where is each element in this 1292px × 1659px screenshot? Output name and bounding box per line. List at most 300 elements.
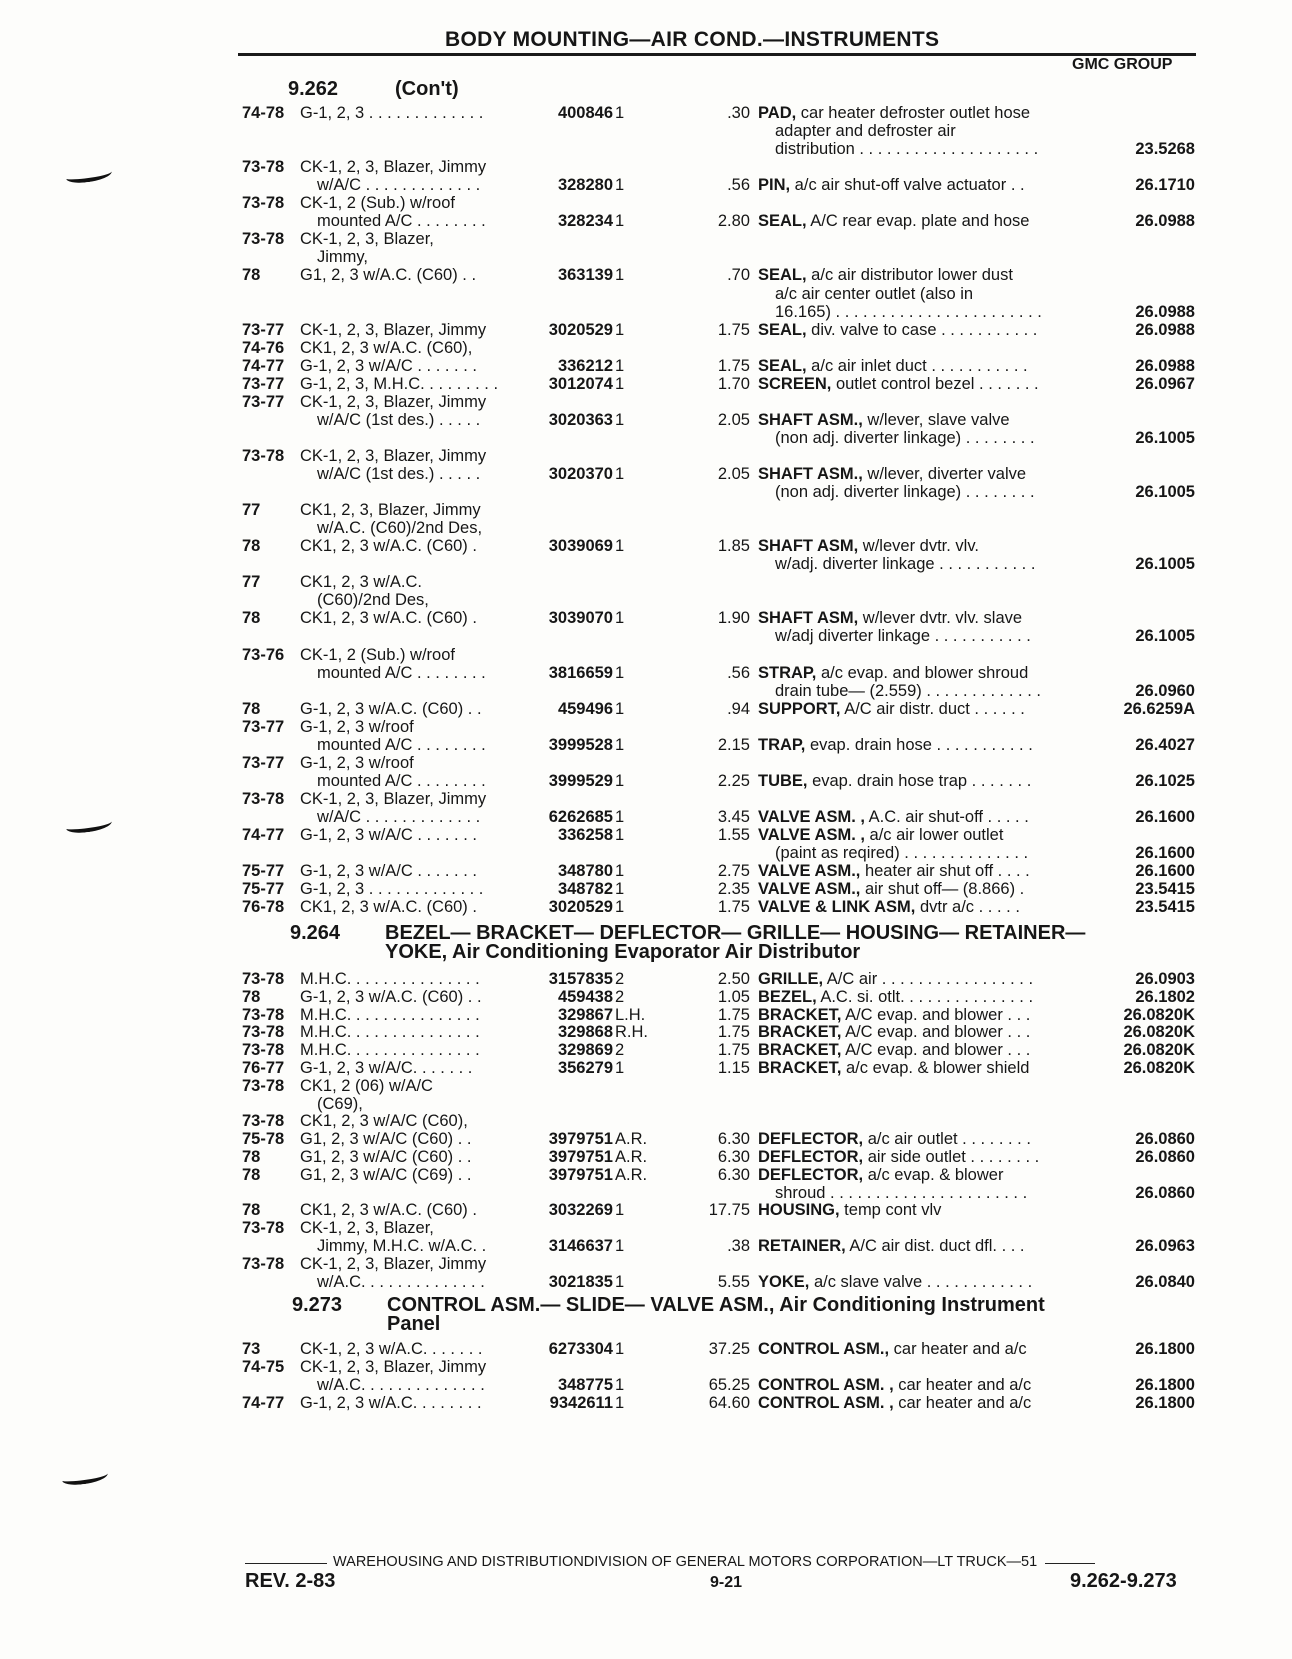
description-text: A.C. si. otlt. . . . . . . . . . . . . . .	[816, 987, 1034, 1006]
description-keyword: SHAFT ASM,	[758, 537, 859, 556]
application: mounted A/C . . . . . . . .	[317, 212, 486, 231]
price: 17.75	[708, 1201, 750, 1220]
model-years: 73-78	[242, 970, 285, 988]
description-text: w/lever, diverter valve	[862, 465, 1027, 483]
model-years: 78	[242, 1148, 261, 1166]
quantity: 1	[615, 1394, 625, 1412]
group-number: 26.1005	[1135, 483, 1195, 502]
group-number: 23.5268	[1135, 140, 1195, 159]
application: CK-1, 2, 3, Blazer, Jimmy	[300, 1358, 487, 1376]
description	[758, 1006, 1030, 1025]
group-number: 26.0967	[1135, 374, 1195, 393]
application: M.H.C. . . . . . . . . . . . . . .	[300, 1041, 480, 1060]
quantity: 1	[615, 735, 625, 754]
quantity: 1	[615, 266, 625, 285]
description-text: div. valve to case . . . . . . . . . . .	[806, 320, 1038, 339]
application: mounted A/C . . . . . . . .	[317, 663, 486, 682]
application: CK1, 2, 3 w/A.C.	[300, 573, 422, 592]
model-years: 73-77	[242, 320, 285, 339]
description-keyword: BRACKET,	[758, 1023, 842, 1042]
description	[775, 1184, 1027, 1203]
application: w/A.C. . . . . . . . . . . . . .	[317, 1272, 485, 1291]
part-number: 3979751	[548, 1130, 613, 1149]
group-number: 26.1800	[1135, 1376, 1195, 1394]
section-title: (Con't)	[395, 78, 459, 100]
quantity: 1	[615, 663, 625, 682]
group-number: 26.1005	[1135, 555, 1195, 574]
description	[758, 266, 1013, 285]
group-number: 26.0840	[1135, 1272, 1195, 1291]
description-keyword: DEFLECTOR,	[758, 1130, 864, 1149]
application: CK1, 2, 3 w/A.C. (C60) .	[300, 1201, 477, 1220]
application: CK-1, 2, 3, Blazer, Jimmy	[300, 320, 487, 339]
price: 2.35	[717, 880, 750, 899]
footer-publisher	[245, 1554, 1195, 1570]
description-text: heater air shut off . . . .	[860, 862, 1030, 881]
description-keyword: HOUSING,	[758, 1201, 840, 1220]
description	[775, 627, 1031, 646]
application: Jimmy, M.H.C. w/A.C. .	[317, 1237, 487, 1255]
footer-page-number: 9-21	[710, 1574, 743, 1591]
description	[758, 1130, 1031, 1149]
price: 1.70	[717, 374, 750, 393]
quantity: 1	[615, 104, 625, 122]
description	[758, 736, 1033, 755]
description-keyword: CONTROL ASM. ,	[758, 1376, 894, 1394]
description-text: drain tube— (2.559) . . . . . . . . . . . . .	[775, 681, 1041, 700]
description	[758, 898, 1020, 917]
group-number: 26.0988	[1135, 356, 1195, 375]
description-keyword: BEZEL,	[758, 987, 817, 1006]
price: 1.75	[717, 320, 750, 339]
quantity: 1	[615, 609, 625, 628]
description	[758, 321, 1037, 340]
binder-mark-top	[65, 166, 112, 185]
description	[758, 375, 1039, 394]
price: 1.05	[717, 987, 750, 1006]
description-keyword: SEAL,	[758, 320, 807, 339]
application: M.H.C. . . . . . . . . . . . . . .	[300, 1023, 480, 1042]
model-years: 73-78	[242, 158, 285, 177]
part-number: 328280	[557, 176, 613, 195]
part-number: 3020363	[548, 410, 613, 429]
description-text: air shut off— (8.866) .	[860, 880, 1025, 899]
price: 2.75	[717, 862, 750, 881]
description-keyword: GRILLE,	[758, 970, 824, 988]
part-number: 3039070	[548, 609, 613, 628]
application: w/A.C. (C60)/2nd Des,	[317, 519, 483, 538]
model-years: 77	[242, 501, 261, 520]
price: 6.30	[717, 1148, 750, 1166]
price: 1.90	[717, 609, 750, 628]
quantity: 1	[615, 1059, 625, 1077]
part-number: 400846	[557, 104, 613, 122]
description-text: evap. drain hose . . . . . . . . . . .	[805, 735, 1033, 754]
description	[758, 772, 1031, 791]
description-keyword: DEFLECTOR,	[758, 1165, 864, 1184]
description	[758, 537, 979, 556]
description	[758, 465, 1026, 484]
group-number: 26.1600	[1135, 807, 1195, 826]
footer-publisher-text: WAREHOUSING AND DISTRIBUTIONDIVISION OF GENERAL MOTORS CORPORATION—LT TRUCK—51	[333, 1554, 1038, 1570]
application: G-1, 2, 3 w/A/C. . . . . . .	[300, 1059, 473, 1077]
group-number: 26.0960	[1135, 681, 1195, 700]
part-number: 348782	[557, 880, 613, 899]
description-text: shroud . . . . . . . . . . . . . . . . . . . . . .	[775, 1183, 1028, 1202]
description-keyword: VALVE & LINK ASM,	[758, 898, 916, 917]
description-text: a/c air outlet . . . . . . . .	[863, 1130, 1031, 1149]
application: G-1, 2, 3 w/A/C . . . . . . .	[300, 862, 477, 881]
section-number: 9.262	[288, 78, 339, 100]
description	[758, 176, 1025, 195]
part-number: 3816659	[548, 663, 613, 682]
price: .56	[727, 176, 750, 195]
quantity: 1	[615, 880, 625, 899]
application: CK-1, 2 (Sub.) w/roof	[300, 194, 455, 213]
description-text: w/lever dvtr. vlv.	[858, 537, 979, 556]
price: 2.05	[717, 410, 750, 429]
model-years: 75-77	[242, 862, 285, 881]
description	[758, 826, 1003, 845]
quantity: A.R.	[615, 1165, 648, 1184]
part-number: 336258	[557, 826, 613, 844]
model-years: 74-75	[242, 1358, 285, 1376]
application: G-1, 2, 3 w/A.C. (C60) . .	[300, 699, 482, 718]
price: 3.45	[717, 807, 750, 826]
model-years: 75-78	[242, 1130, 285, 1149]
part-number: 3020529	[548, 898, 613, 917]
description-text: a/c evap. & blower	[863, 1165, 1004, 1184]
description-text: evap. drain hose trap . . . . . . .	[807, 771, 1032, 790]
application: CK1, 2, 3 w/A/C (C60),	[300, 1112, 468, 1131]
application: CK1, 2, 3 w/A.C. (C60) .	[300, 609, 477, 628]
footer-revision: REV. 2-83	[245, 1570, 336, 1592]
application: CK-1, 2, 3, Blazer,	[300, 230, 434, 249]
model-years: 74-76	[242, 338, 285, 357]
description-text: A.C. air shut-off . . . . .	[864, 807, 1029, 826]
group-number: 26.0988	[1135, 212, 1195, 231]
model-years: 78	[242, 1201, 261, 1220]
section-title: Panel	[387, 1313, 441, 1335]
application: G-1, 2, 3 . . . . . . . . . . . . .	[300, 104, 484, 122]
description	[758, 609, 1022, 628]
model-years: 76-78	[242, 898, 285, 917]
price: .94	[727, 699, 750, 718]
application: G-1, 2, 3 w/A/C . . . . . . .	[300, 356, 477, 375]
application: CK1, 2, 3 w/A.C. (C60),	[300, 338, 473, 357]
description-keyword: BRACKET,	[758, 1005, 842, 1024]
quantity: R.H.	[615, 1023, 648, 1042]
price: .56	[727, 663, 750, 682]
description-keyword: RETAINER,	[758, 1237, 846, 1255]
model-years: 73-78	[242, 194, 285, 213]
model-years: 74-77	[242, 356, 285, 375]
group-number: 26.0820K	[1123, 1023, 1195, 1042]
description-keyword: BRACKET,	[758, 1059, 842, 1077]
description-text: a/c slave valve . . . . . . . . . . . .	[809, 1272, 1033, 1291]
quantity: 1	[615, 898, 625, 917]
binder-mark-bottom	[61, 1468, 108, 1487]
model-years: 75-77	[242, 880, 285, 899]
application: G-1, 2, 3 w/roof	[300, 753, 414, 772]
quantity: 1	[615, 771, 625, 790]
description	[758, 411, 1010, 430]
application: w/A/C . . . . . . . . . . . . .	[317, 807, 481, 826]
model-years: 73-77	[242, 753, 285, 772]
quantity: 1	[615, 807, 625, 826]
description-text: outlet control bezel . . . . . . .	[831, 374, 1039, 393]
description	[775, 140, 1038, 159]
description	[758, 1394, 1031, 1413]
application: CK-1, 2, 3, Blazer, Jimmy	[300, 392, 487, 411]
model-years: 78	[242, 987, 261, 1006]
quantity: 1	[615, 1340, 625, 1358]
quantity: A.R.	[615, 1130, 648, 1149]
application: CK-1, 2, 3, Blazer, Jimmy	[300, 158, 487, 177]
model-years: 73-78	[242, 1076, 285, 1095]
description-text: a/c evap. and blower shroud	[816, 663, 1029, 682]
description	[775, 122, 956, 141]
description-keyword: SHAFT ASM.,	[758, 465, 863, 483]
description-keyword: DEFLECTOR,	[758, 1148, 864, 1166]
part-number: 356279	[557, 1059, 613, 1077]
application: M.H.C. . . . . . . . . . . . . . .	[300, 1005, 480, 1024]
quantity: 1	[615, 862, 625, 881]
model-years: 73-78	[242, 446, 285, 465]
price: 64.60	[708, 1394, 750, 1412]
part-number: 3979751	[548, 1165, 613, 1184]
price: 65.25	[708, 1376, 750, 1394]
description-text: (non adj. diverter linkage) . . . . . . . .	[775, 483, 1035, 502]
model-years: 73	[242, 1340, 261, 1358]
description-keyword: SHAFT ASM,	[758, 609, 859, 628]
group-label: GMC GROUP	[1072, 56, 1173, 73]
description	[758, 1059, 1029, 1078]
description	[775, 844, 1028, 863]
description-text: car heater and a/c	[893, 1376, 1032, 1394]
footer-section-range: 9.262-9.273	[1070, 1570, 1177, 1592]
description	[758, 104, 1030, 123]
application: CK-1, 2, 3 w/A.C. . . . . . .	[300, 1340, 483, 1358]
part-number: 3012074	[548, 374, 613, 393]
part-number: 348780	[557, 862, 613, 881]
description-keyword: VALVE ASM. ,	[758, 807, 865, 826]
application: mounted A/C . . . . . . . .	[317, 771, 486, 790]
model-years: 73-77	[242, 374, 285, 393]
quantity: 1	[615, 537, 625, 556]
model-years: 73-78	[242, 1219, 285, 1238]
group-number: 26.0860	[1135, 1130, 1195, 1149]
price: 1.55	[717, 826, 750, 844]
description-text: a/c air shut-off valve actuator . .	[790, 176, 1025, 195]
part-number: 459438	[557, 987, 613, 1006]
description-keyword: TUBE,	[758, 771, 808, 790]
model-years: 73-78	[242, 1254, 285, 1273]
price: 5.55	[717, 1272, 750, 1291]
part-number: 3032269	[548, 1201, 613, 1220]
model-years: 76-77	[242, 1059, 285, 1077]
application: G1, 2, 3 w/A/C (C60) . .	[300, 1148, 472, 1166]
model-years: 78	[242, 699, 261, 718]
description-text: A/C air dist. duct dfl. . . .	[845, 1237, 1025, 1255]
price: 1.75	[717, 1005, 750, 1024]
application: G1, 2, 3 w/A/C (C69) . .	[300, 1165, 472, 1184]
price: 1.85	[717, 537, 750, 556]
description-text: A/C evap. and blower . . .	[841, 1041, 1031, 1060]
part-number: 3146637	[548, 1237, 613, 1255]
quantity: 1	[615, 1237, 625, 1255]
application: CK1, 2, 3 w/A.C. (C60) .	[300, 537, 477, 556]
part-number: 329867	[557, 1005, 613, 1024]
description-text: w/lever dvtr. vlv. slave	[858, 609, 1023, 628]
model-years: 78	[242, 266, 261, 285]
group-number: 26.0820K	[1123, 1005, 1195, 1024]
price: 2.50	[717, 970, 750, 988]
description-keyword: YOKE,	[758, 1272, 810, 1291]
quantity: 1	[615, 1201, 625, 1220]
model-years: 78	[242, 537, 261, 556]
quantity: 1	[615, 1272, 625, 1291]
description-text: (paint as reqired) . . . . . . . . . . . . . .	[775, 844, 1029, 863]
price: 2.80	[717, 212, 750, 231]
description	[758, 970, 1033, 989]
model-years: 74-77	[242, 826, 285, 844]
description-keyword: PAD,	[758, 104, 797, 122]
description-text: car heater defroster outlet hose	[796, 104, 1031, 122]
group-number: 26.1800	[1135, 1340, 1195, 1358]
group-number: 26.1710	[1135, 176, 1195, 195]
group-number: 23.5415	[1135, 880, 1195, 899]
price: .38	[727, 1237, 750, 1255]
quantity: A.R.	[615, 1148, 648, 1166]
section-number: 9.273	[292, 1294, 343, 1316]
quantity: 1	[615, 320, 625, 339]
group-number: 26.0860	[1135, 1148, 1195, 1166]
description-text: a/c air center outlet (also in	[775, 284, 974, 303]
description	[758, 1273, 1032, 1292]
application: w/A/C . . . . . . . . . . . . .	[317, 176, 481, 195]
application: w/A/C (1st des.) . . . . .	[317, 410, 481, 429]
model-years: 73-77	[242, 392, 285, 411]
footer-dash-left	[245, 1563, 327, 1564]
application: mounted A/C . . . . . . . .	[317, 735, 486, 754]
application: G-1, 2, 3 . . . . . . . . . . . . .	[300, 880, 484, 899]
description	[758, 700, 1025, 719]
application: M.H.C. . . . . . . . . . . . . . .	[300, 970, 480, 988]
price: 6.30	[717, 1130, 750, 1149]
group-number: 26.1005	[1135, 627, 1195, 646]
application: G1, 2, 3 w/A/C (C60) . .	[300, 1130, 472, 1149]
price: 6.30	[717, 1165, 750, 1184]
page-title: BODY MOUNTING—AIR COND.—INSTRUMENTS	[445, 28, 940, 51]
description-keyword: CONTROL ASM. ,	[758, 1394, 894, 1412]
application: G1, 2, 3 w/A.C. (C60) . .	[300, 266, 477, 285]
description	[758, 1237, 1025, 1256]
description-text: A/C evap. and blower . . .	[841, 1023, 1031, 1042]
model-years: 74-77	[242, 1394, 285, 1412]
application: G-1, 2, 3 w/A.C. . . . . . . .	[300, 1394, 482, 1412]
application: G-1, 2, 3 w/A.C. (C60) . .	[300, 987, 482, 1006]
description	[758, 664, 1028, 683]
application: CK1, 2 (06) w/A/C	[300, 1076, 433, 1095]
part-number: 9342611	[549, 1394, 613, 1412]
quantity: 2	[615, 970, 625, 988]
description-keyword: PIN,	[758, 176, 791, 195]
model-years: 73-78	[242, 1112, 285, 1131]
application: (C69),	[317, 1094, 363, 1113]
application: Jimmy,	[317, 248, 369, 267]
group-number: 26.0820K	[1123, 1041, 1195, 1060]
section-number: 9.264	[290, 922, 341, 944]
part-number: 328234	[557, 212, 613, 231]
section-title: YOKE, Air Conditioning Evaporator Air Distributor	[385, 941, 861, 963]
group-number: 26.1800	[1135, 1394, 1195, 1412]
description-text: air side outlet . . . . . . . .	[863, 1148, 1040, 1166]
price: 2.05	[717, 465, 750, 483]
description	[758, 1201, 941, 1220]
group-number: 26.0860	[1135, 1183, 1195, 1202]
application: CK-1, 2 (Sub.) w/roof	[300, 645, 455, 664]
description-keyword: VALVE ASM.,	[758, 862, 861, 881]
model-years: 78	[242, 609, 261, 628]
description-keyword: CONTROL ASM.,	[758, 1340, 890, 1358]
footer-dash-right	[1045, 1563, 1095, 1564]
quantity: 1	[615, 826, 625, 844]
description	[758, 212, 1030, 231]
quantity: 2	[615, 1041, 625, 1060]
part-number: 6273304	[548, 1340, 613, 1358]
model-years: 78	[242, 1165, 261, 1184]
application: CK1, 2, 3, Blazer, Jimmy	[300, 501, 481, 520]
part-number: 363139	[557, 266, 613, 285]
description	[758, 1148, 1039, 1167]
group-number: 26.1600	[1135, 844, 1195, 863]
description-keyword: SEAL,	[758, 356, 807, 375]
description	[775, 285, 973, 304]
description-text: adapter and defroster air	[775, 122, 956, 141]
description-text: a/c air lower outlet	[864, 826, 1004, 844]
model-years: 73-78	[242, 1041, 285, 1060]
quantity: 1	[615, 410, 625, 429]
header-rule	[238, 53, 1196, 56]
part-number: 329869	[557, 1041, 613, 1060]
part-number: 3157835	[548, 970, 613, 988]
description-text: A/C air distr. duct . . . . . .	[840, 699, 1025, 718]
part-number: 348775	[557, 1376, 613, 1394]
application: CK-1, 2, 3, Blazer, Jimmy	[300, 789, 487, 808]
price: 2.15	[717, 735, 750, 754]
application: CK1, 2, 3 w/A.C. (C60) .	[300, 898, 477, 917]
description	[758, 1340, 1027, 1359]
model-years: 77	[242, 573, 261, 592]
part-number: 3020529	[548, 320, 613, 339]
description-text: a/c evap. & blower shield	[841, 1059, 1030, 1077]
group-number: 26.0988	[1135, 320, 1195, 339]
description	[758, 988, 1033, 1007]
application: w/A/C (1st des.) . . . . .	[317, 465, 481, 483]
group-number: 26.4027	[1135, 735, 1195, 754]
group-number: 26.1600	[1135, 862, 1195, 881]
quantity: 1	[615, 212, 625, 231]
description-keyword: TRAP,	[758, 735, 806, 754]
description-keyword: SEAL,	[758, 266, 807, 285]
description-keyword: SUPPORT,	[758, 699, 841, 718]
group-number: 26.1025	[1135, 771, 1195, 790]
description-keyword: SHAFT ASM.,	[758, 410, 863, 429]
group-number: 26.0820K	[1123, 1059, 1195, 1077]
description	[775, 303, 1042, 322]
description-keyword: SCREEN,	[758, 374, 832, 393]
